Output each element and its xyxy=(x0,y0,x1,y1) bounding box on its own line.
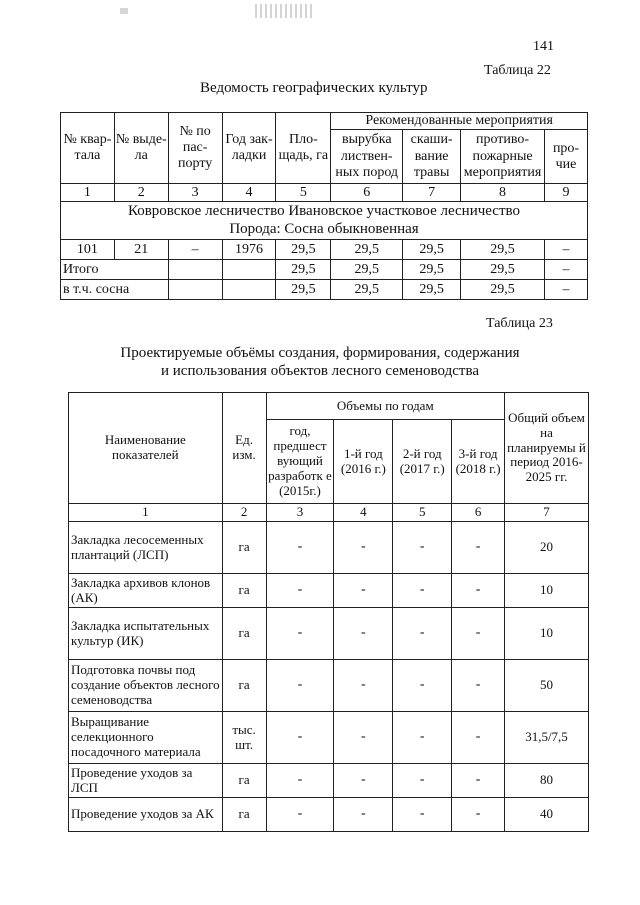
row-name: Проведение уходов за АК xyxy=(69,798,223,832)
vtch-label: в т.ч. сосна xyxy=(61,280,169,300)
row-total: 50 xyxy=(505,660,589,712)
row-year3: - xyxy=(452,712,505,764)
scan-noise xyxy=(120,8,128,14)
row-year2: - xyxy=(393,660,452,712)
cell-skashivanie: 29,5 xyxy=(403,280,461,300)
row-unit: га xyxy=(222,660,266,712)
header-total: Общий объем на планируемы й период 2016-2025 гг. xyxy=(505,393,589,504)
table-row xyxy=(69,798,589,832)
row-year1: - xyxy=(334,660,393,712)
row-total: 10 xyxy=(505,574,589,608)
row-year1: - xyxy=(334,712,393,764)
row-prev-year: - xyxy=(266,608,334,660)
row-year3: - xyxy=(452,608,505,660)
table-row xyxy=(69,574,589,608)
cell-protivopozh: 29,5 xyxy=(461,280,545,300)
table23-title-line1: Проектируемые объёмы создания, формирования, содержания xyxy=(120,345,520,361)
row-year2: - xyxy=(393,712,452,764)
col-number: 8 xyxy=(461,184,545,202)
row-name: Проведение уходов за ЛСП xyxy=(69,764,223,798)
table-row xyxy=(69,660,589,712)
row-prev-year: - xyxy=(266,712,334,764)
col-number: 1 xyxy=(61,184,115,202)
col-number: 3 xyxy=(168,184,222,202)
cell-protivopozh: 29,5 xyxy=(461,260,545,280)
row-year2: - xyxy=(393,522,452,574)
header-pasport: № по пас-порту xyxy=(168,113,222,184)
row-total: 20 xyxy=(505,522,589,574)
row-year3: - xyxy=(452,764,505,798)
header-unit: Ед. изм. xyxy=(222,393,266,504)
col-number: 4 xyxy=(334,504,393,522)
table-row xyxy=(69,522,589,574)
row-unit: га xyxy=(222,798,266,832)
scan-noise xyxy=(255,4,315,18)
col-number: 4 xyxy=(222,184,276,202)
row-year3: - xyxy=(452,522,505,574)
col-number: 5 xyxy=(276,184,331,202)
header-protivopozh: противо-пожарные мероприятия xyxy=(461,130,545,184)
page-number: 141 xyxy=(533,39,554,54)
row-name: Закладка испытательных культур (ИК) xyxy=(69,608,223,660)
header-year2: 2-й год (2017 г.) xyxy=(393,420,452,504)
header-year1: 1-й год (2016 г.) xyxy=(334,420,393,504)
col-number: 2 xyxy=(114,184,168,202)
header-skashivanie: скаши-вание травы xyxy=(403,130,461,184)
empty-cell xyxy=(168,280,222,300)
cell-prochie: – xyxy=(545,260,588,280)
col-number: 6 xyxy=(331,184,403,202)
col-number: 2 xyxy=(222,504,266,522)
header-year3: 3-й год (2018 г.) xyxy=(452,420,505,504)
vtch-row xyxy=(61,280,588,300)
col-number: 1 xyxy=(69,504,223,522)
itogo-label: Итого xyxy=(61,260,169,280)
row-unit: га xyxy=(222,574,266,608)
row-year1: - xyxy=(334,608,393,660)
table-row xyxy=(69,712,589,764)
table23 xyxy=(68,392,589,832)
col-number: 9 xyxy=(545,184,588,202)
cell-pasport: – xyxy=(168,240,222,260)
row-unit: тыс. шт. xyxy=(222,712,266,764)
col-number: 7 xyxy=(403,184,461,202)
empty-cell xyxy=(222,280,276,300)
cell-kvartal: 101 xyxy=(61,240,115,260)
row-prev-year: - xyxy=(266,574,334,608)
header-kvartal: № квар-тала xyxy=(61,113,115,184)
cell-god: 1976 xyxy=(222,240,276,260)
column-numbers-row xyxy=(69,504,589,522)
row-unit: га xyxy=(222,764,266,798)
row-year3: - xyxy=(452,798,505,832)
header-prochie: про-чие xyxy=(545,130,588,184)
row-unit: га xyxy=(222,522,266,574)
cell-ploshad: 29,5 xyxy=(276,280,331,300)
cell-vyrubka: 29,5 xyxy=(331,240,403,260)
header-vydel: № выде-ла xyxy=(114,113,168,184)
cell-ploshad: 29,5 xyxy=(276,260,331,280)
row-year2: - xyxy=(393,764,452,798)
header-volumes-by-year: Объемы по годам xyxy=(266,393,505,420)
row-name: Закладка архивов клонов (АК) xyxy=(69,574,223,608)
itogo-row xyxy=(61,260,588,280)
row-total: 80 xyxy=(505,764,589,798)
table-row xyxy=(61,240,588,260)
column-numbers-row xyxy=(61,184,588,202)
empty-cell xyxy=(222,260,276,280)
row-name: Закладка лесосеменных плантаций (ЛСП) xyxy=(69,522,223,574)
cell-skashivanie: 29,5 xyxy=(403,260,461,280)
row-year2: - xyxy=(393,608,452,660)
header-ploshad: Пло-щадь, га xyxy=(276,113,331,184)
row-year2: - xyxy=(393,574,452,608)
table23-title-line2: и использования объектов лесного семеноводства xyxy=(161,363,479,379)
cell-vyrubka: 29,5 xyxy=(331,260,403,280)
header-name: Наименование показателей xyxy=(69,393,223,504)
section-line1: Ковровское лесничество Ивановское участковое лесничество xyxy=(127,203,521,220)
row-year1: - xyxy=(334,798,393,832)
row-year3: - xyxy=(452,660,505,712)
empty-cell xyxy=(168,260,222,280)
row-prev-year: - xyxy=(266,522,334,574)
col-number: 5 xyxy=(393,504,452,522)
row-prev-year: - xyxy=(266,764,334,798)
header-god: Год зак-ладки xyxy=(222,113,276,184)
cell-skashivanie: 29,5 xyxy=(403,240,461,260)
row-name: Выращивание селекционного посадочного материала xyxy=(69,712,223,764)
row-prev-year: - xyxy=(266,660,334,712)
row-total: 31,5/7,5 xyxy=(505,712,589,764)
cell-ploshad: 29,5 xyxy=(276,240,331,260)
cell-prochie: – xyxy=(545,240,588,260)
row-year1: - xyxy=(334,764,393,798)
row-year3: - xyxy=(452,574,505,608)
table22-title: Ведомость географических культур xyxy=(200,80,428,96)
row-year2: - xyxy=(393,798,452,832)
header-vyrubka: вырубка листвен-ных пород xyxy=(331,130,403,184)
row-total: 10 xyxy=(505,608,589,660)
cell-vyrubka: 29,5 xyxy=(331,280,403,300)
col-number: 7 xyxy=(505,504,589,522)
section-row xyxy=(61,202,588,240)
header-recommended: Рекомендованные мероприятия xyxy=(331,113,588,130)
section-line2: Порода: Сосна обыкновенная xyxy=(229,220,419,237)
col-number: 6 xyxy=(452,504,505,522)
table-row xyxy=(69,764,589,798)
row-total: 40 xyxy=(505,798,589,832)
cell-vydel: 21 xyxy=(114,240,168,260)
row-name: Подготовка почвы под создание объектов лесного семеноводства xyxy=(69,660,223,712)
table22-label: Таблица 22 xyxy=(484,63,551,78)
cell-protivopozh: 29,5 xyxy=(461,240,545,260)
row-year1: - xyxy=(334,574,393,608)
table22 xyxy=(60,112,588,300)
table23-label: Таблица 23 xyxy=(486,316,553,331)
row-prev-year: - xyxy=(266,798,334,832)
section-cell xyxy=(61,202,588,240)
cell-prochie: – xyxy=(545,280,588,300)
col-number: 3 xyxy=(266,504,334,522)
row-year1: - xyxy=(334,522,393,574)
header-prev-year: год, предшест вующий разработк е (2015г.) xyxy=(266,420,334,504)
table-row xyxy=(69,608,589,660)
table23-title xyxy=(0,344,640,380)
row-unit: га xyxy=(222,608,266,660)
